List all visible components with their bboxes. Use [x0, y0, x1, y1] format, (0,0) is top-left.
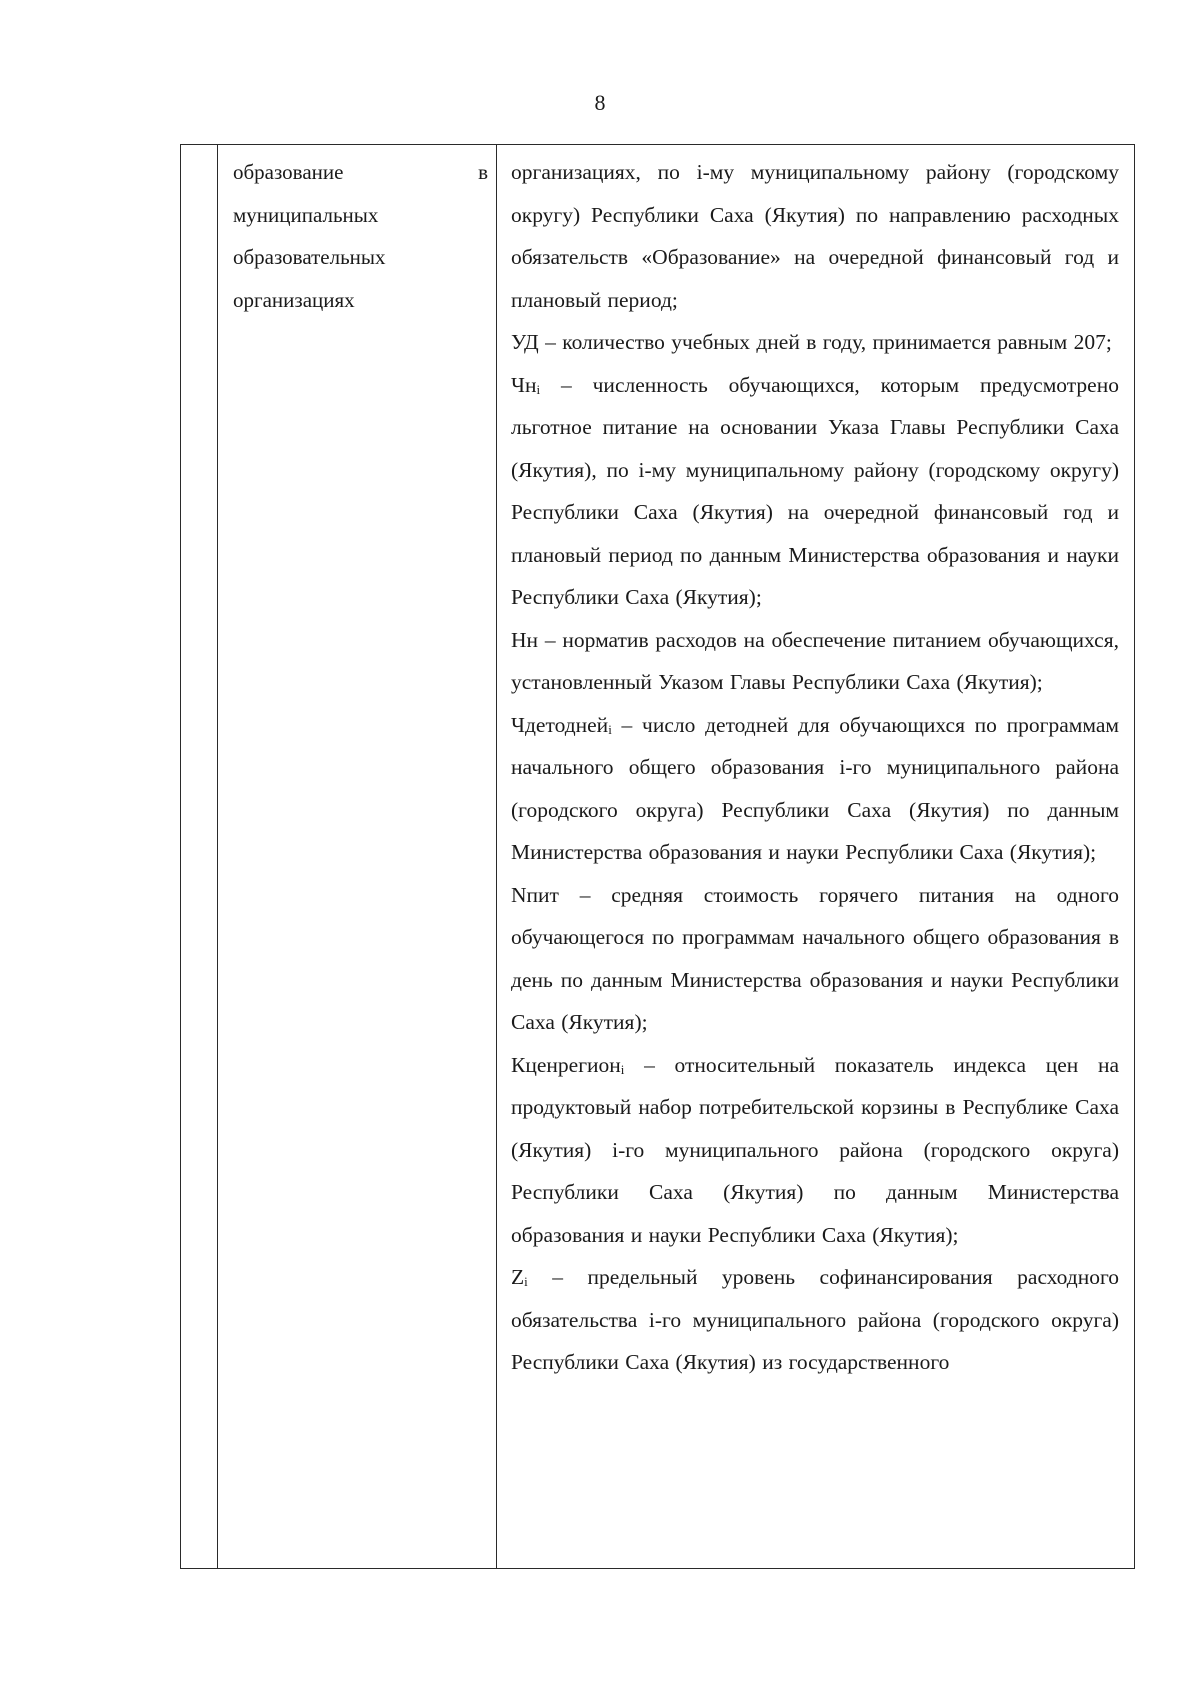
paragraph-kcenregion [511, 1044, 1119, 1257]
left-cell-word: образование [233, 160, 344, 184]
page-number: 8 [594, 90, 606, 115]
term-subscript: i [524, 1274, 528, 1289]
paragraph-text: – средняя стоимость горячего питания на одного обучающегося по программам начального общего образования в день по данным Министерства образования и науки Республики Саха (Якутия); [511, 882, 1119, 1034]
left-cell-line-2: муниципальных [233, 202, 379, 227]
paragraph-z [511, 1256, 1119, 1384]
left-cell-trailing: в [478, 160, 488, 184]
left-cell-line-4: организациях [233, 287, 355, 312]
term: Кценрегион [511, 1052, 621, 1077]
paragraph-npit [511, 874, 1119, 1044]
term: Нн [511, 627, 539, 652]
term-subscript: i [608, 721, 612, 737]
paragraph-nn [511, 619, 1119, 704]
term: Nпит [511, 882, 559, 907]
term: Z [511, 1265, 525, 1289]
paragraph-text: – предельный уровень софинансирования расходного обязательства i-го муниципального района (городского округа) Республики Саха (Якутия) из государственного [511, 1265, 1119, 1374]
table-divider-2 [496, 145, 497, 1568]
left-cell-line-1 [233, 151, 488, 194]
table-divider-1 [217, 145, 218, 1568]
term-subscript: i [620, 1061, 625, 1077]
paragraph-ud [511, 321, 1119, 364]
paragraph-chdetodney [511, 704, 1119, 874]
right-cell [511, 151, 1119, 1384]
paragraph-text: – норматив расходов на обеспечение питанием обучающихся, установленный Указом Главы Республики Саха (Якутия); [511, 627, 1119, 694]
paragraph-text: – относительный показатель индекса цен на продуктовый набор потребительской корзины в Республике Саха (Якутия) i-го муниципального района (городского округа) Республики Саха (Якутия) по данным Министерства образования и науки Республики Саха (Якутия); [511, 1052, 1119, 1247]
term: УД [511, 330, 539, 354]
paragraph-text: – количество учебных дней в году, принимается равным 207; [538, 330, 1112, 354]
term-subscript: i [536, 381, 541, 397]
paragraph-text: организациях, по i-му муниципальному району (городскому округу) Республики Саха (Якутия) по направлению расходных обязательств «Образование» на очередной финансовый год и плановый период; [511, 160, 1119, 312]
left-cell-line-3: образовательных [233, 245, 386, 269]
term: Чн [511, 372, 537, 397]
table [180, 144, 1135, 1569]
paragraph-text: – численность обучающихся, которым предусмотрено льготное питание на основании Указа Главы Республики Саха (Якутия), по i-му муниципальному району (городскому округу) Республики Саха (Якутия) на очередной финансовый год и плановый период по данным Министерства образования и науки Республики Саха (Якутия); [511, 372, 1119, 609]
left-cell [233, 151, 488, 321]
paragraph-chn [511, 364, 1119, 619]
paragraph-continuation [511, 151, 1119, 321]
term: Чдетодней [511, 712, 609, 737]
paragraph-text: – число детодней для обучающихся по программам начального общего образования i-го муниципального района (городского округа) Республики Саха (Якутия) по данным Министерства образования и науки Республики Саха (Якутия); [511, 712, 1119, 864]
